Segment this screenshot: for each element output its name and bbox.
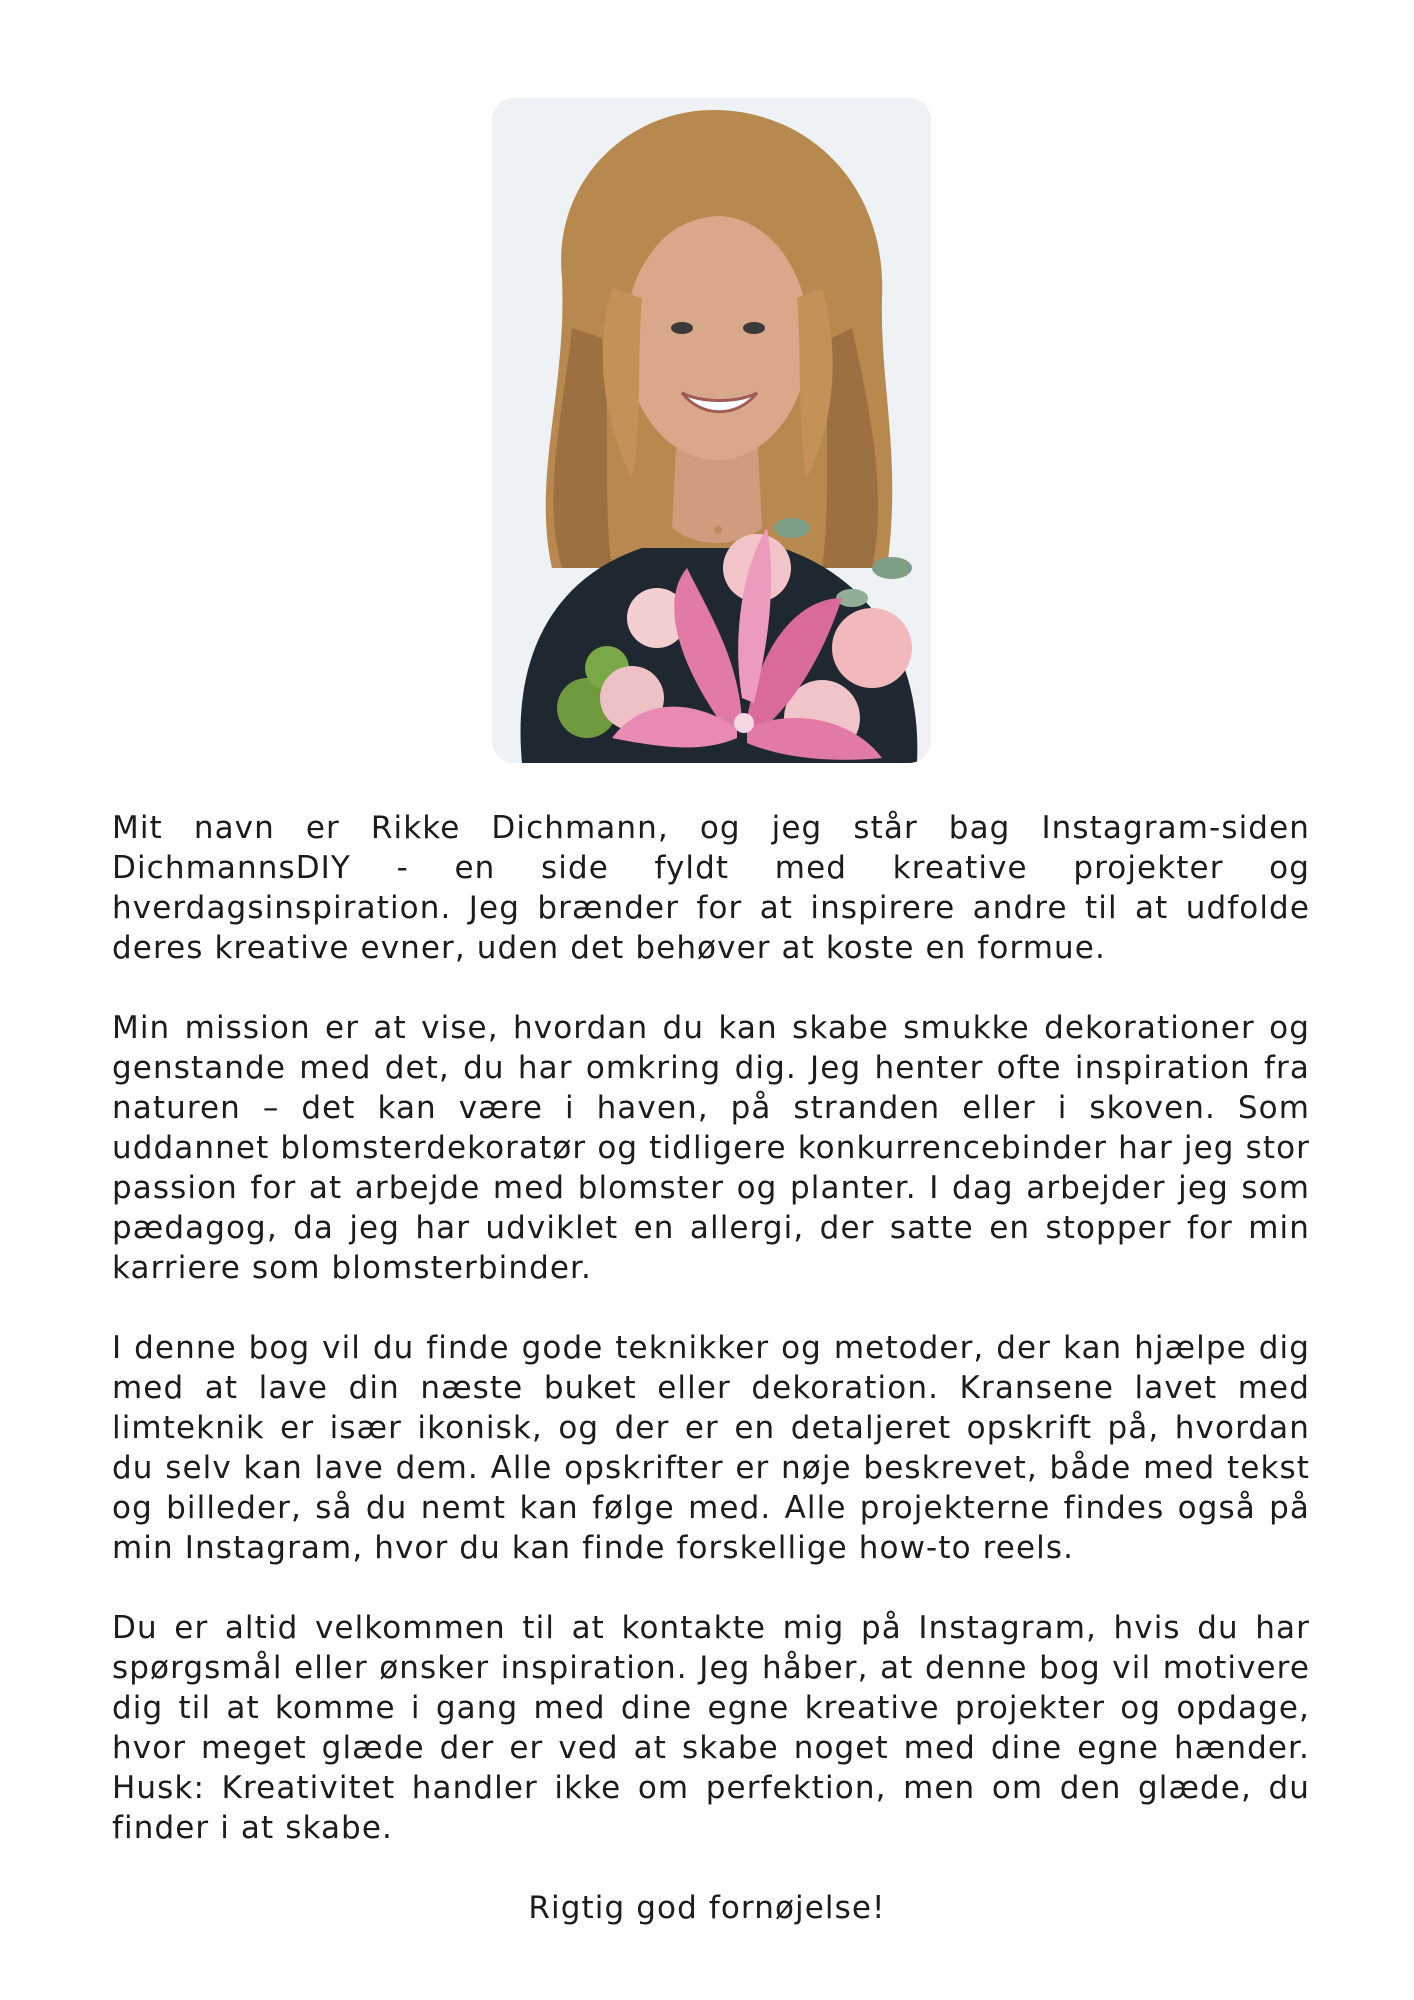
contact-paragraph: Du er altid velkommen til at kontakte mig på Instagram, hvis du har spørgsmål eller ønsker inspiration. Jeg håber, at denne bog vil motivere dig til at komme i gang med dine egne kreative projekter og opdage, hvor meget glæde der er ved at skabe noget med dine egne hænder. Husk: Kreativitet handler ikke om perfektion, men om den glæde, du finder i at skabe.	[112, 1610, 1310, 1846]
portrait-illustration	[492, 98, 931, 763]
book-paragraph: I denne bog vil du finde gode teknikker og metoder, der kan hjælpe dig med at lave din næste buket eller dekoration. Kransene lavet med limteknik er især ikonisk, og der er en detaljeret opskrift på, hvordan du selv kan lave dem. Alle opskrifter er nøje beskrevet, både med tekst og billeder, så du nemt kan følge med. Alle projekterne findes også på min Instagram, hvor du kan finde forskellige how-to reels.	[112, 1330, 1310, 1566]
author-portrait-photo	[492, 98, 931, 763]
closing-line: Rigtig god fornøjelse!	[528, 1890, 886, 1926]
intro-paragraph: Mit navn er Rikke Dichmann, og jeg står bag Instagram-siden DichmannsDIY - en side fyldt med kreative projekter og hverdagsinspiration. Jeg brænder for at inspirere andre til at udfolde deres kreative evner, uden det behøver at koste en formue.	[112, 810, 1310, 966]
mission-paragraph: Min mission er at vise, hvordan du kan skabe smukke dekorationer og genstande med det, du har omkring dig. Jeg henter ofte inspiration fra naturen – det kan være i haven, på stranden eller i skoven. Som uddannet blomsterdekoratør og tidligere konkurrencebinder har jeg stor passion for at arbejde med blomster og planter. I dag arbejder jeg som pædagog, da jeg har udviklet en allergi, der satte en stopper for min karriere som blomsterbinder.	[112, 1010, 1310, 1286]
